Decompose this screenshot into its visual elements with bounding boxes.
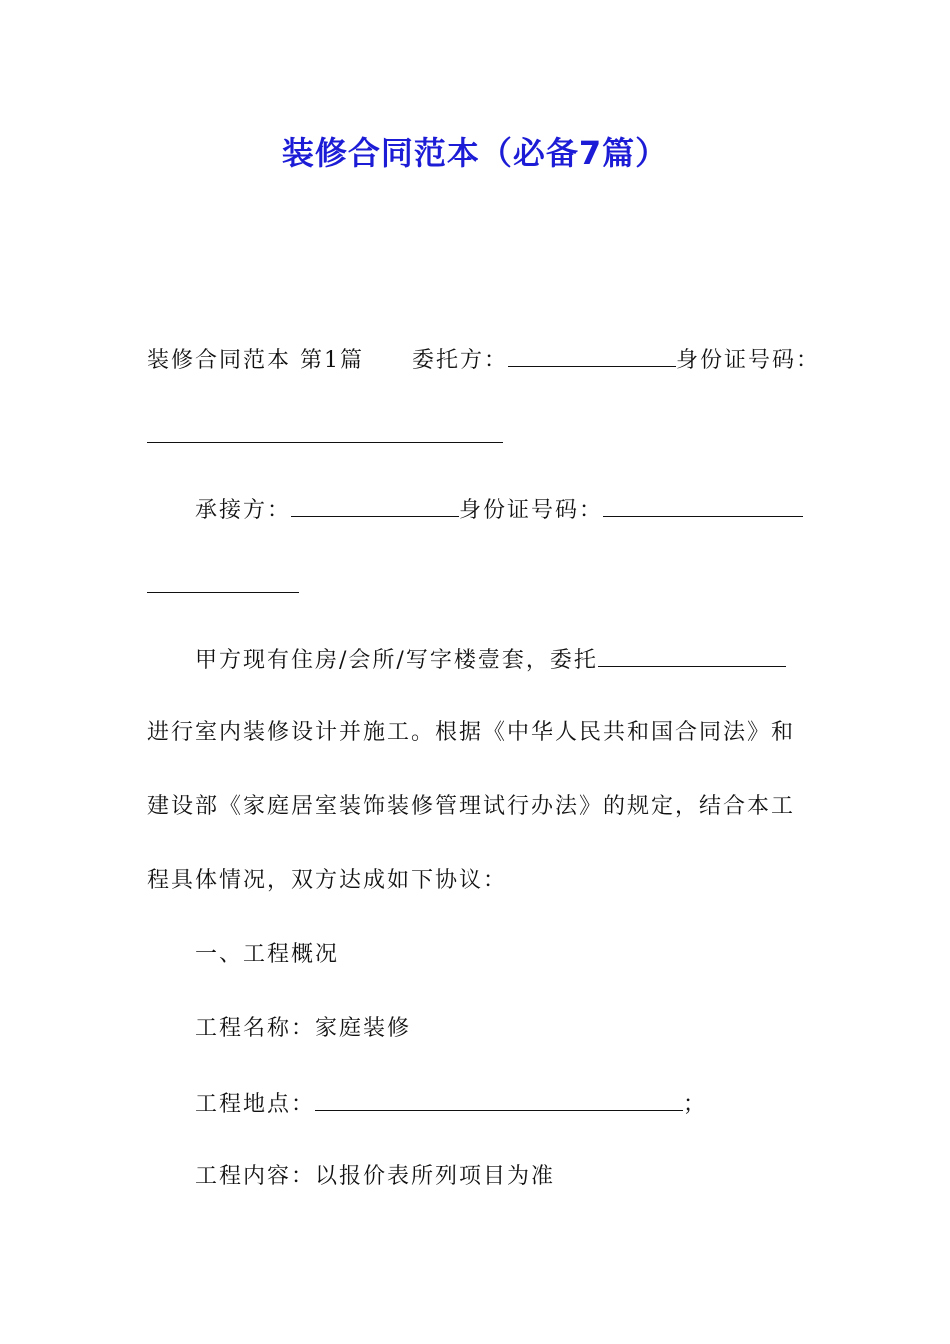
section-heading: 一、工程概况: [195, 942, 340, 967]
project-location-line: [195, 1088, 707, 1120]
project-name: 工程名称：家庭装修: [195, 1016, 412, 1041]
client-id-label: 身份证号码：: [676, 348, 821, 373]
paragraph-1-line-4: 程具体情况，双方达成如下协议：: [147, 868, 508, 893]
heading-prefix: 装修合同范本 第1篇: [147, 348, 364, 373]
document-title: 装修合同范本（必备7篇）: [281, 134, 669, 172]
client-id-blank[interactable]: [147, 442, 503, 443]
contract-header-line: [147, 344, 820, 376]
contractor-name-blank[interactable]: [291, 494, 459, 517]
designer-blank[interactable]: [598, 644, 786, 667]
paragraph-1-line-3: 建设部《家庭居室装饰装修管理试行办法》的规定，结合本工: [147, 794, 796, 819]
project-location-label: 工程地点：: [195, 1092, 316, 1117]
project-location-blank[interactable]: [315, 1088, 683, 1111]
client-label: 委托方：: [412, 348, 509, 373]
contractor-label: 承接方：: [195, 498, 292, 523]
project-content: 工程内容：以报价表所列项目为准: [195, 1164, 556, 1189]
contractor-id-label: 身份证号码：: [459, 498, 604, 523]
project-location-end: ；: [683, 1092, 708, 1117]
contractor-id-blank-continued[interactable]: [147, 592, 299, 593]
client-name-blank[interactable]: [508, 344, 676, 367]
paragraph-1-text-1: 甲方现有住房/会所/写字楼壹套，委托: [195, 648, 598, 673]
contractor-line: [195, 494, 803, 526]
paragraph-1-line-1: [195, 644, 786, 676]
contractor-id-blank[interactable]: [603, 494, 803, 517]
paragraph-1-line-2: 进行室内装修设计并施工。根据《中华人民共和国合同法》和: [147, 720, 796, 745]
